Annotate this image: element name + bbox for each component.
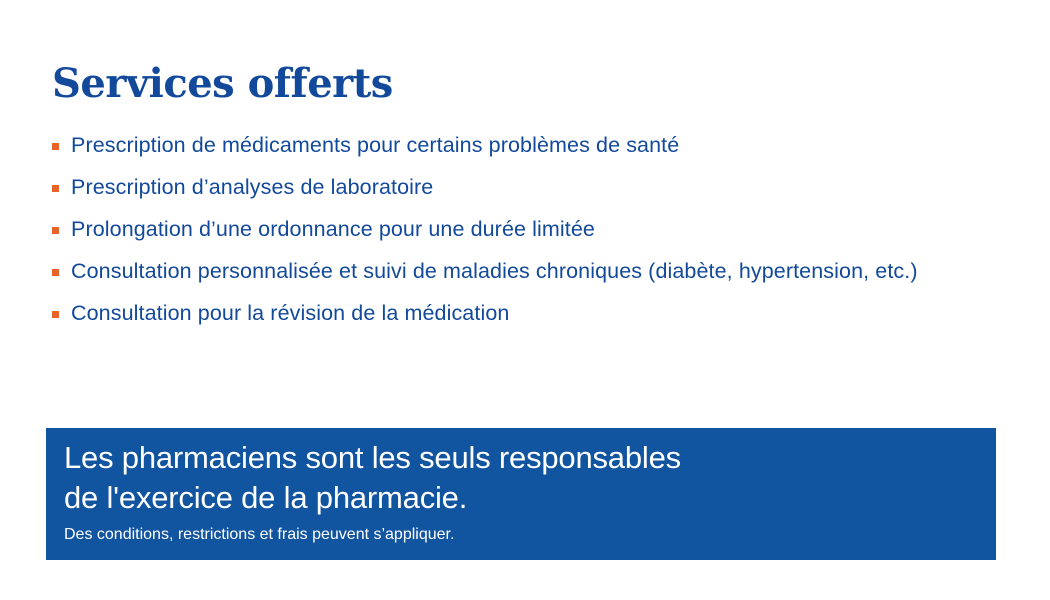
- list-item: [52, 132, 1012, 160]
- list-item: [52, 258, 1012, 286]
- square-bullet-icon: [52, 185, 59, 192]
- list-item-label: Consultation pour la révision de la médication: [71, 300, 510, 325]
- square-bullet-icon: [52, 311, 59, 318]
- list-item: [52, 216, 1012, 244]
- list-item-label: Consultation personnalisée et suivi de maladies chroniques (diabète, hypertension, etc.): [71, 258, 918, 283]
- callout-subtext: Des conditions, restrictions et frais peuvent s’appliquer.: [64, 526, 455, 544]
- page-title: Services offerts: [52, 60, 393, 107]
- callout-banner: [46, 428, 996, 560]
- square-bullet-icon: [52, 143, 59, 150]
- list-item-label: Prescription d’analyses de laboratoire: [71, 174, 434, 199]
- callout-line-1: Les pharmaciens sont les seuls responsables: [64, 440, 681, 475]
- callout-line-2: de l'exercice de la pharmacie.: [64, 479, 468, 515]
- square-bullet-icon: [52, 227, 59, 234]
- list-item-label: Prescription de médicaments pour certains problèmes de santé: [71, 133, 680, 157]
- list-item: [52, 174, 1012, 202]
- list-item: [52, 300, 1012, 328]
- square-bullet-icon: [52, 269, 59, 276]
- services-bullet-list: [52, 132, 1012, 342]
- list-item-label: Prolongation d’une ordonnance pour une durée limitée: [71, 216, 595, 241]
